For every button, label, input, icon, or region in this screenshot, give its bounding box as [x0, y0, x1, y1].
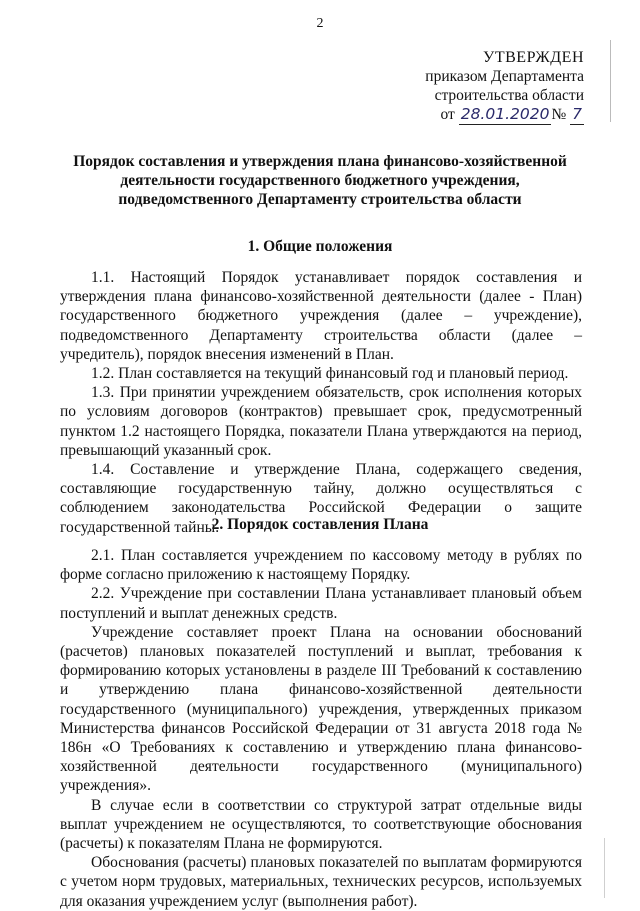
scan-edge-line — [610, 40, 611, 122]
approval-line: приказом Департамента — [425, 68, 584, 85]
paragraph: Обоснования (расчеты) плановых показателей по выплатам формируются с учетом норм трудовых, материальных, технических ресурсов, используемых для оказания учреждением услуг (выполнения работ). — [60, 854, 582, 910]
document-title: Порядок составления и утверждения плана финансово-хозяйственной деятельности государственного бюджетного учреждения, подведомственного Департаменту строительства области — [73, 153, 567, 208]
paragraph: Учреждение составляет проект Плана на основании обоснований (расчетов) плановых показателей поступлений и выплат, требования к формированию которых установлены в разделе III Требований к составлению и утверждению плана финансово-хозяйственной деятельности государственного (муниципального) учреждения, утвержденных приказом Министерства финансов Российской Федерации от 31 августа 2018 года № 186н «О Требованиях к составлению и утверждению плана финансово-хозяйственной деятельности государственного (муниципального) учреждения». — [60, 623, 582, 795]
approval-stamp-block — [425, 48, 584, 125]
section-body — [60, 268, 582, 537]
section-heading: 1. Общие положения — [247, 238, 393, 255]
paragraph: В случае если в соответствии со структурой затрат отдельные виды выплат учреждением не осуществляются, то соответствующие обоснования (расчеты) к показателям Плана не формируются. — [60, 796, 582, 853]
approval-date-line — [425, 105, 584, 125]
paragraph: 1.3. При принятии учреждением обязательств, срок исполнения которых по условиям договоров (контрактов) превышает срок, предусмотренный пунктом 1.2 настоящего Порядка, показатели Плана утверждаются на период, превышающий указанный срок. — [60, 384, 582, 459]
section-body — [60, 546, 582, 911]
approval-heading: УТВЕРЖДЕН — [483, 49, 584, 66]
paragraph: 2.1. План составляется учреждением по кассовому методу в рублях по форме согласно приложению к настоящему Порядку. — [60, 547, 582, 584]
approval-number-prefix: № — [551, 106, 567, 123]
page-number: 2 — [316, 16, 324, 31]
approval-from-prefix: от — [440, 106, 455, 123]
paragraph: 1.1. Настоящий Порядок устанавливает порядок составления и утверждения плана финансово-хозяйственной деятельности (далее - План) государственного бюджетного учреждения (далее – учреждение), подведомственного Департаменту строительства области (далее – учредитель), порядок внесения изменений в План. — [60, 269, 582, 363]
paragraph: 1.2. План составляется на текущий финансовый год и плановый период. — [91, 365, 569, 383]
approval-number: 7 — [572, 105, 582, 123]
paragraph: 2.2. Учреждение при составлении Плана устанавливает плановый объем поступлений и выплат денежных средств. — [60, 585, 582, 622]
scan-edge-line — [604, 838, 605, 898]
approval-line: строительства области — [434, 87, 584, 104]
paragraph: 1.4. Составление и утверждение Плана, содержащего сведения, составляющие государственную тайну, должно осуществляться с соблюдением законодательства Российской Федерации о защите государственной тайны. — [60, 461, 582, 536]
section-heading: 2. Порядок составления Плана — [211, 516, 429, 533]
approval-date: 28.01.2020 — [460, 105, 550, 123]
